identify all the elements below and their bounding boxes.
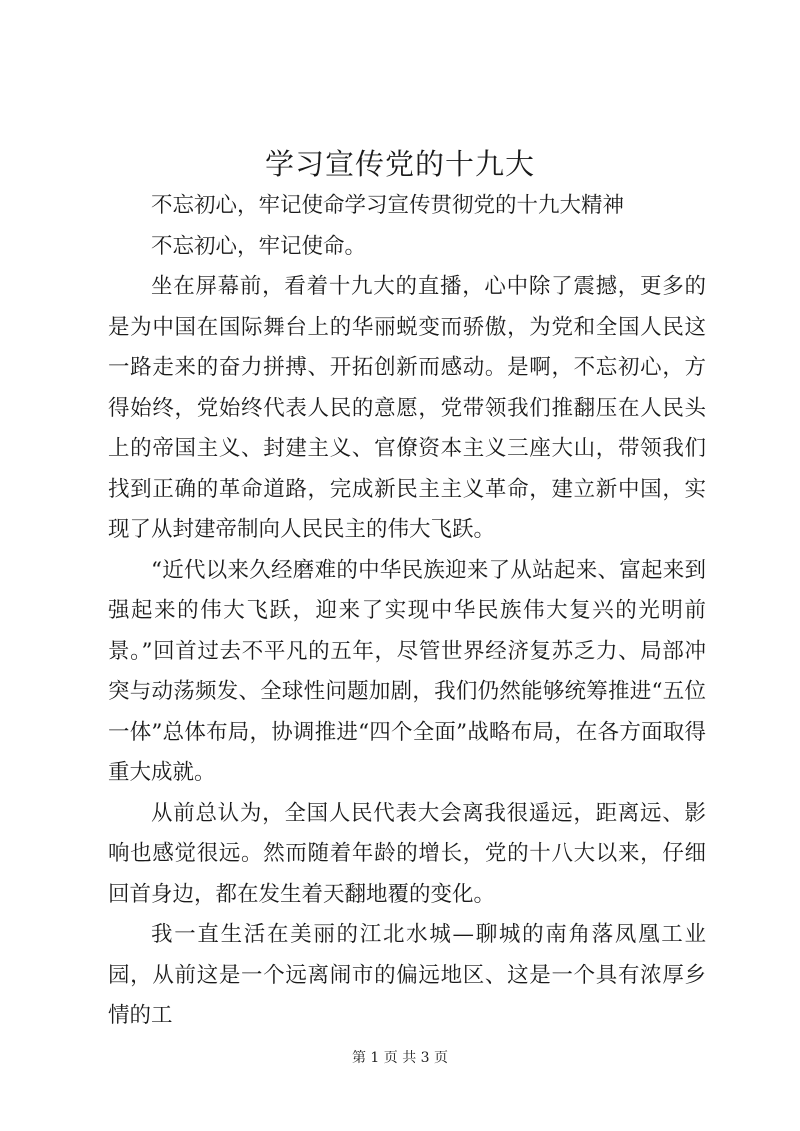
paragraph: “近代以来久经磨难的中华民族迎来了从站起来、富起来到强起来的伟大飞跃，迎来了实现中华民族伟大复兴的光明前景。”回首过去不平凡的五年，尽管世界经济复苏乏力、局部冲突与动荡频发、全球性问题加剧，我们仍然能够统筹推进“五位一体”总体布局，协调推进“四个全面”战略布局，在各方面取得重大成就。 xyxy=(108,557,706,785)
document-title: 学习宣传党的十九大 xyxy=(264,147,535,181)
paragraph: 不忘初心，牢记使命学习宣传贯彻党的十九大精神 xyxy=(151,193,625,218)
document-body xyxy=(108,186,706,1037)
paragraph: 不忘初心，牢记使命。 xyxy=(151,233,367,259)
paragraph: 从前总认为，全国人民代表大会离我很遥远，距离远、影响也感觉很远。然而随着年龄的增长，党的十八大以来，仔细回首身边，都在发生着天翻地覆的变化。 xyxy=(108,800,706,907)
paragraph: 坐在屏幕前，看着十九大的直播，心中除了震撼，更多的是为中国在国际舞台上的华丽蜕变而骄傲，为党和全国人民这一路走来的奋力拼搏、开拓创新而感动。是啊，不忘初心，方得始终，党始终代表人民的意愿，党带领我们推翻压在人民头上的帝国主义、封建主义、官僚资本主义三座大山，带领我们找到正确的革命道路，完成新民主主义革命，建立新中国，实现了从封建帝制向人民民主的伟大飞跃。 xyxy=(108,274,706,542)
paragraph: 我一直生活在美丽的江北水城—聊城的南角落凤凰工业园，从前这是一个远离闹市的偏远地区、这是一个具有浓厚乡情的工 xyxy=(108,922,706,1028)
page-footer: 第 1 页 共 3 页 xyxy=(351,1050,449,1066)
